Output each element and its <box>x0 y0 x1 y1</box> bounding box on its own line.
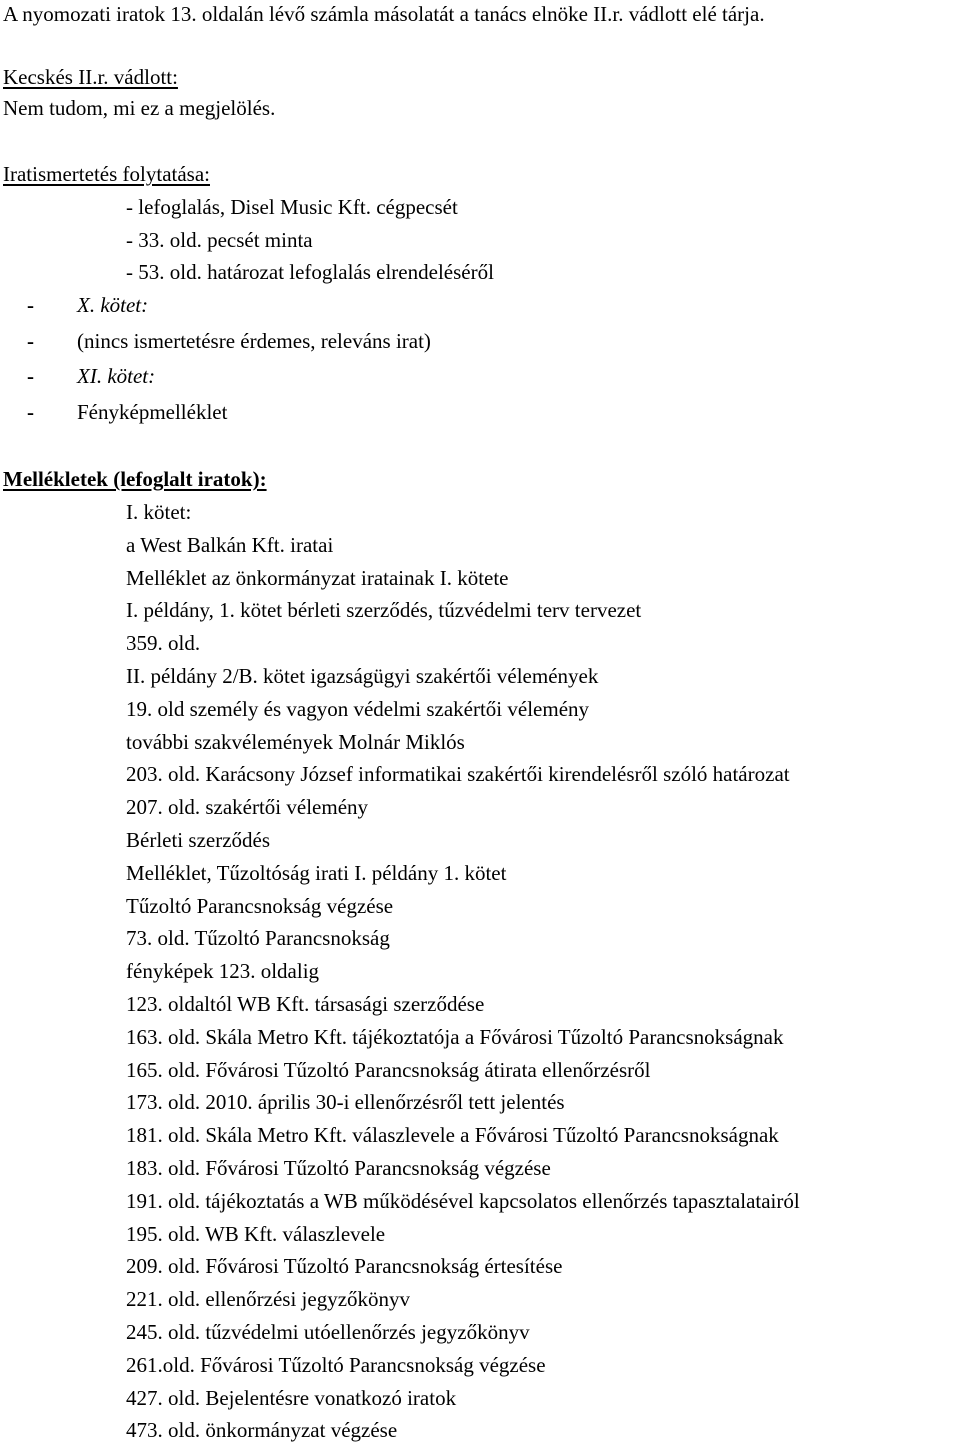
attachment-item: a West Balkán Kft. iratai <box>126 533 334 557</box>
attachment-item: 209. old. Fővárosi Tűzoltó Parancsnokság értesítése <box>126 1254 563 1278</box>
attachment-item: Melléklet az önkormányzat iratainak I. kötete <box>126 566 509 590</box>
attachment-item: Tűzoltó Parancsnokság végzése <box>126 894 394 918</box>
attachment-item: 221. old. ellenőrzési jegyzőkönyv <box>126 1287 411 1311</box>
attachment-item: 195. old. WB Kft. válaszlevele <box>126 1222 386 1246</box>
speaker-name: Kecskés II.r. vádlott: <box>3 65 178 89</box>
attachment-item: II. példány 2/B. kötet igazságügyi szakértői vélemények <box>126 664 599 688</box>
volume-entry <box>27 360 155 393</box>
attachment-item: Bérleti szerződés <box>126 828 271 852</box>
volume-label: XI. kötet: <box>77 364 156 388</box>
continuation-item: - 53. old. határozat lefoglalás elrendeléséről <box>126 260 494 284</box>
attachment-item: 261.old. Fővárosi Tűzoltó Parancsnokság végzése <box>126 1353 546 1377</box>
continuation-item: - 33. old. pecsét minta <box>126 228 313 252</box>
attachment-item: I. kötet: <box>126 500 192 524</box>
list-dash: - <box>27 329 34 353</box>
volume-label: (nincs ismertetésre érdemes, releváns irat) <box>77 329 431 353</box>
attachments-heading: Mellékletek (lefoglalt iratok): <box>3 467 267 491</box>
attachment-item: 163. old. Skála Metro Kft. tájékoztatója a Fővárosi Tűzoltó Parancsnokságnak <box>126 1025 784 1049</box>
attachment-item: 19. old személy és vagyon védelmi szakértői vélemény <box>126 697 590 721</box>
attachment-item: Melléklet, Tűzoltóság irati I. példány 1. kötet <box>126 861 507 885</box>
list-dash: - <box>27 293 34 317</box>
attachment-item: 203. old. Karácsony József informatikai szakértői kirendelésről szóló határozat <box>126 762 790 786</box>
attachment-item: 427. old. Bejelentésre vonatkozó iratok <box>126 1386 457 1410</box>
attachment-item: 173. old. 2010. április 30-i ellenőrzésről tett jelentés <box>126 1090 565 1114</box>
continuation-item: - lefoglalás, Disel Music Kft. cégpecsét <box>126 195 458 219</box>
attachment-item: 183. old. Fővárosi Tűzoltó Parancsnokság végzése <box>126 1156 551 1180</box>
list-dash: - <box>27 400 34 424</box>
attachment-item: 73. old. Tűzoltó Parancsnokság <box>126 926 390 950</box>
attachment-item: fényképek 123. oldalig <box>126 959 320 983</box>
attachment-item: 191. old. tájékoztatás a WB működésével kapcsolatos ellenőrzés tapasztalatairól <box>126 1189 800 1213</box>
attachment-item: 123. oldaltól WB Kft. társasági szerződése <box>126 992 485 1016</box>
list-dash: - <box>27 364 34 388</box>
attachment-item: 473. old. önkormányzat végzése <box>126 1418 398 1442</box>
volume-entry <box>27 396 227 429</box>
attachment-item: 181. old. Skála Metro Kft. válaszlevele a Fővárosi Tűzoltó Parancsnokságnak <box>126 1123 779 1147</box>
continuation-heading: Iratismertetés folytatása: <box>3 162 210 186</box>
volume-entry <box>27 289 148 322</box>
volume-label: X. kötet: <box>77 293 149 317</box>
attachment-item: 165. old. Fővárosi Tűzoltó Parancsnokság átirata ellenőrzésről <box>126 1058 651 1082</box>
attachment-item: 359. old. <box>126 631 201 655</box>
speaker-statement: Nem tudom, mi ez a megjelölés. <box>3 96 276 120</box>
intro-line: A nyomozati iratok 13. oldalán lévő számla másolatát a tanács elnöke II.r. vádlott elé tárja. <box>3 2 765 26</box>
attachment-item: 245. old. tűzvédelmi utóellenőrzés jegyzőkönyv <box>126 1320 530 1344</box>
volume-entry <box>27 325 431 358</box>
attachment-item: I. példány, 1. kötet bérleti szerződés, tűzvédelmi terv tervezet <box>126 598 642 622</box>
attachment-item: további szakvélemények Molnár Miklós <box>126 730 465 754</box>
volume-label: Fényképmelléklet <box>77 400 228 424</box>
attachment-item: 207. old. szakértői vélemény <box>126 795 369 819</box>
